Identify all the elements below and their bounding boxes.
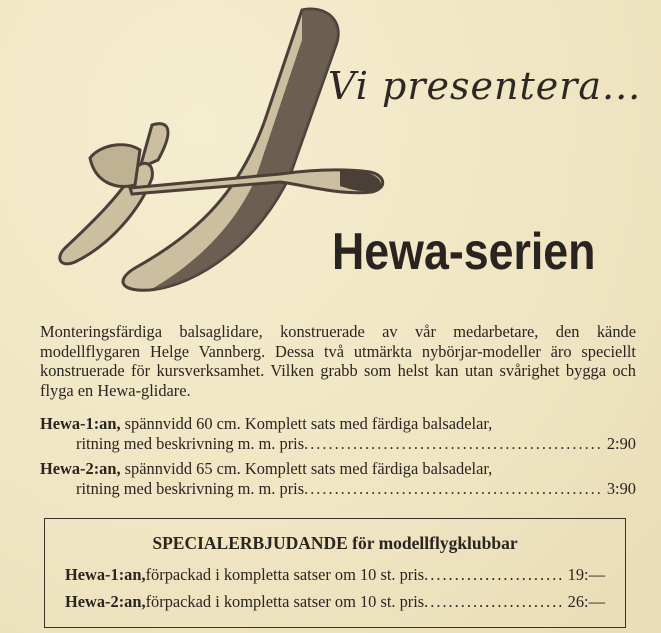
leader-dots xyxy=(424,592,564,612)
product-description: spännvidd 65 cm. Komplett sats med färdiga balsadelar, xyxy=(120,459,493,478)
product-description-2: ritning med beskrivning m. m. pris xyxy=(76,478,305,498)
glider-fin xyxy=(90,145,140,187)
product-name: Hewa-1:an, xyxy=(40,414,121,433)
product-hewa-2 xyxy=(40,459,636,498)
product-hewa-1 xyxy=(40,414,636,453)
product-description-2: ritning med beskrivning m. m. pris xyxy=(76,433,305,453)
offer-title: SPECIALERBJUDANDE för modellflygklubbar xyxy=(152,533,518,553)
special-offer-box xyxy=(44,518,626,628)
offer-text: förpackad i kompletta satser om 10 st. pris xyxy=(145,565,425,584)
tagline: Vi presentera... xyxy=(328,64,642,108)
offer-price: 26:— xyxy=(567,592,605,611)
page-title: Hewa-serien xyxy=(332,223,596,281)
glider-tail-upper xyxy=(140,124,168,168)
offer-price: 19:— xyxy=(567,565,605,584)
product-price: 2:90 xyxy=(606,433,636,453)
intro-paragraph: Monteringsfärdiga balsaglidare, konstruerade av vår medarbetare, den kände modellflygaren Helge Vannberg. Dessa två utmärkta nybörjar-modeller äro speciellt konstruerade för kursverksamhet. Vilken grabb som helst kan utan svårighet bygga och flyga en Hewa-glidare. xyxy=(40,322,636,400)
product-description: spännvidd 60 cm. Komplett sats med färdiga balsadelar, xyxy=(120,414,493,433)
offer-product-name: Hewa-1:an, xyxy=(65,565,146,584)
offer-row xyxy=(65,592,605,612)
offer-row xyxy=(65,565,605,585)
leader-dots xyxy=(424,565,564,585)
product-price: 3:90 xyxy=(606,478,636,498)
offer-text: förpackad i kompletta satser om 10 st. pris xyxy=(145,592,425,611)
leader-dots xyxy=(304,479,603,499)
leader-dots xyxy=(304,434,603,454)
product-name: Hewa-2:an, xyxy=(40,459,121,478)
offer-product-name: Hewa-2:an, xyxy=(65,592,146,611)
